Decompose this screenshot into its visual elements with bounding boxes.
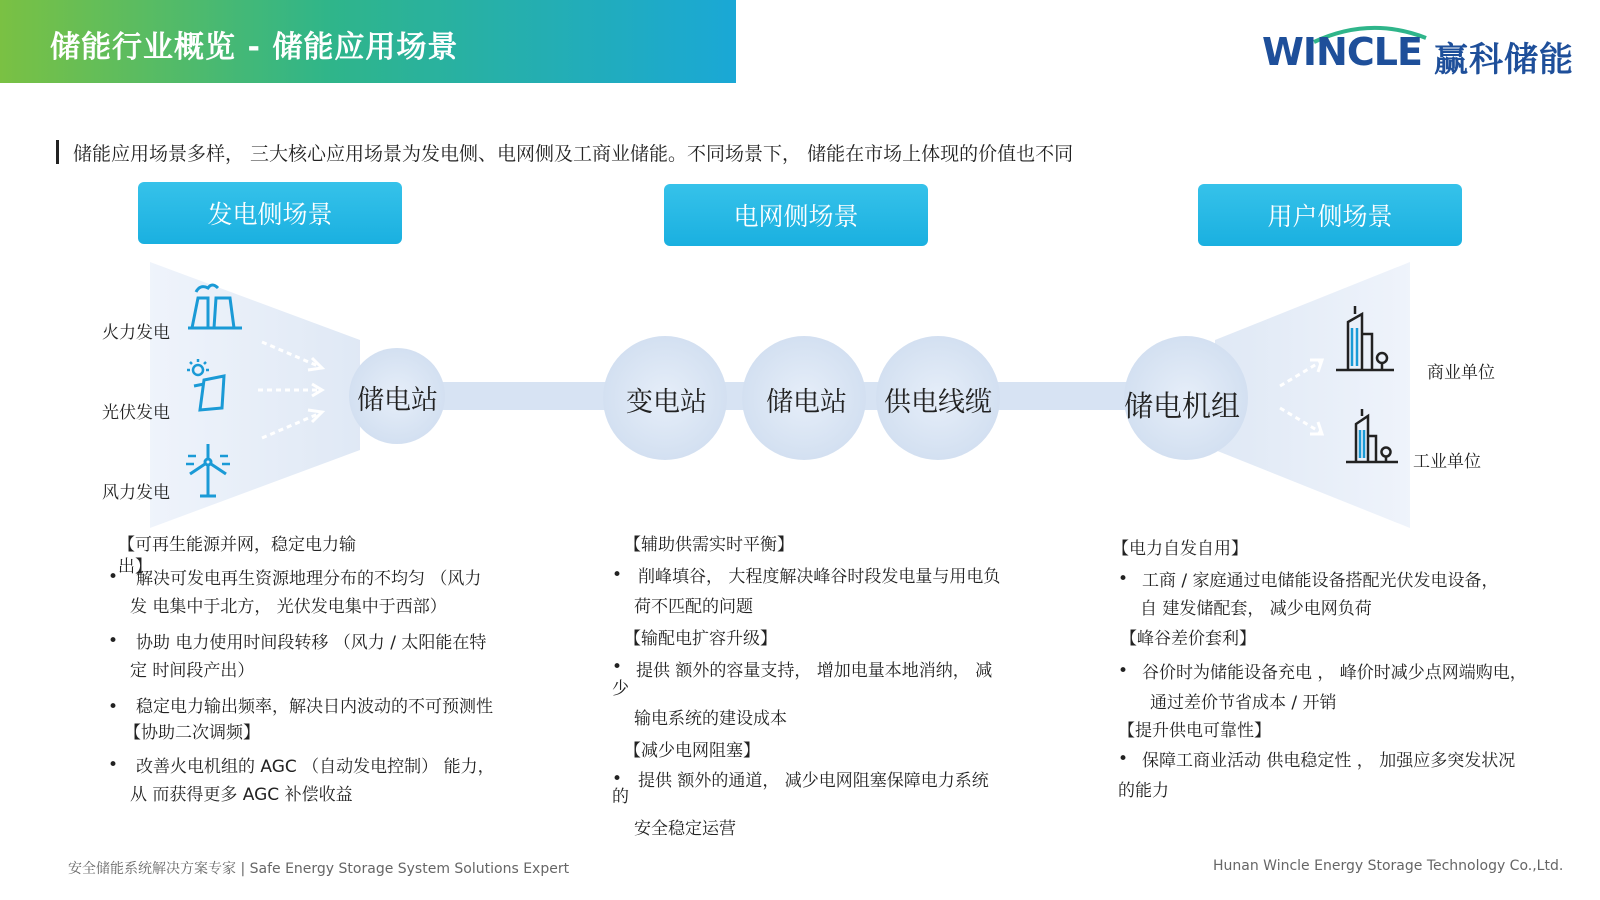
user-heading-2: 【峰谷差价套利】	[1120, 629, 1256, 649]
intro-text: 储能应用场景多样， 三大核心应用场景为发电侧、电网侧及工商业储能。不同场景下， 储能在市场上体现的价值也不同	[73, 142, 1074, 165]
commercial-building-icon	[1334, 304, 1398, 374]
user-text-block	[1112, 530, 1542, 810]
gen-bullet-2a: 协助 电力使用时间段转移 （风力 / 太阳能在特	[136, 633, 487, 653]
user-bullet-2b: 通过差价节省成本 / 开销	[1150, 693, 1337, 713]
grid-bullet-1a: 削峰填谷， 大程度解决峰谷时段发电量与用电负	[638, 567, 1001, 587]
bullet: •	[108, 697, 119, 717]
gen-bullet-1a: 解决可发电再生资源地理分布的不均匀 （风力	[136, 569, 482, 589]
bullet: •	[108, 631, 119, 651]
bullet: •	[1118, 569, 1129, 589]
node-substation: 变电站	[626, 387, 707, 418]
page-title: 储能行业概览 - 储能应用场景	[50, 30, 459, 65]
source-solar-label: 光伏发电	[102, 403, 170, 423]
gen-bullet-3: 稳定电力输出频率，解决日内波动的不可预测性	[136, 697, 493, 717]
solar-panel-icon	[184, 358, 232, 412]
grid-bullet-2-split: 少	[612, 679, 629, 699]
user-heading-1: 【电力自发自用】	[1112, 539, 1248, 559]
logo-latin-text: WINCLE	[1262, 30, 1422, 74]
thermal-power-icon	[186, 282, 244, 332]
bullet: •	[1118, 661, 1129, 681]
bullet: •	[108, 567, 119, 587]
grid-bullet-2b: 输电系统的建设成本	[634, 709, 787, 729]
grid-bullet-1b: 荷不匹配的问题	[634, 597, 753, 617]
scene-grid-button[interactable]: 电网侧场景	[664, 184, 928, 246]
bullet: •	[1118, 749, 1129, 769]
logo-chinese-text: 赢科储能	[1434, 40, 1574, 80]
bullet: •	[612, 657, 623, 677]
bullet: •	[612, 565, 623, 585]
wind-turbine-icon	[184, 442, 232, 500]
left-fan	[150, 262, 360, 528]
gen-heading-2: 【协助二次调频】	[124, 723, 260, 743]
grid-heading-1: 【辅助供需实时平衡】	[624, 535, 794, 555]
grid-heading-3: 【减少电网阻塞】	[624, 741, 760, 761]
user-heading-3: 【提升供电可靠性】	[1118, 721, 1271, 741]
user-bullet-1a: 工商 / 家庭通过电储能设备搭配光伏发电设备，	[1142, 571, 1499, 591]
gen-bullet-1b: 发 电集中于北方， 光伏发电集中于西部）	[130, 597, 447, 617]
consumer-commercial-label: 商业单位	[1427, 363, 1495, 383]
user-bullet-3a: 保障工商业活动 供电稳定性 ， 加强应多突发状况	[1142, 751, 1516, 771]
grid-bullet-3-split: 的	[612, 787, 629, 807]
scene-generation-button[interactable]: 发电侧场景	[138, 182, 402, 244]
user-bullet-1b: 自 建发储配套， 减少电网负荷	[1140, 599, 1372, 619]
industrial-building-icon	[1344, 408, 1400, 466]
node-station2: 储电站	[766, 387, 847, 418]
node-storage-unit: 储电机组	[1124, 389, 1241, 423]
grid-bullet-3b: 安全稳定运营	[634, 819, 736, 839]
gen-heading-1b: 出】	[118, 557, 152, 577]
node-station1: 储电站	[357, 385, 438, 416]
gen-bullet-4a: 改善火电机组的 AGC （自动发电控制） 能力，	[136, 757, 495, 777]
generation-text-block	[108, 530, 508, 820]
user-bullet-3b: 的能力	[1118, 781, 1169, 801]
source-wind-label: 风力发电	[102, 483, 170, 503]
gen-bullet-2b: 定 时间段产出）	[130, 661, 255, 681]
scene-user-button[interactable]: 用户侧场景	[1198, 184, 1462, 246]
gen-bullet-4b: 从 而获得更多 AGC 补偿收益	[130, 785, 353, 805]
grid-bullet-3a: 提供 额外的通道， 减少电网阻塞保障电力系统	[638, 771, 989, 791]
user-bullet-2a: 谷价时为储能设备充电 ， 峰价时减少点网端购电，	[1142, 663, 1527, 683]
node-cable: 供电线缆	[884, 387, 992, 418]
grid-bullet-2a: 提供 额外的容量支持， 增加电量本地消纳， 减	[636, 661, 993, 681]
bullet: •	[612, 769, 623, 789]
gen-heading-1a: 【可再生能源并网，稳定电力输	[118, 535, 356, 555]
grid-heading-2: 【输配电扩容升级】	[624, 629, 777, 649]
footer-company: Hunan Wincle Energy Storage Technology Co.,Ltd.	[1213, 858, 1564, 874]
consumer-industrial-label: 工业单位	[1413, 452, 1481, 472]
bullet: •	[108, 755, 119, 775]
source-thermal-label: 火力发电	[102, 323, 170, 343]
footer-slogan: 安全储能系统解决方案专家 | Safe Energy Storage System Solutions Expert	[68, 861, 570, 877]
grid-text-block	[612, 530, 1022, 850]
